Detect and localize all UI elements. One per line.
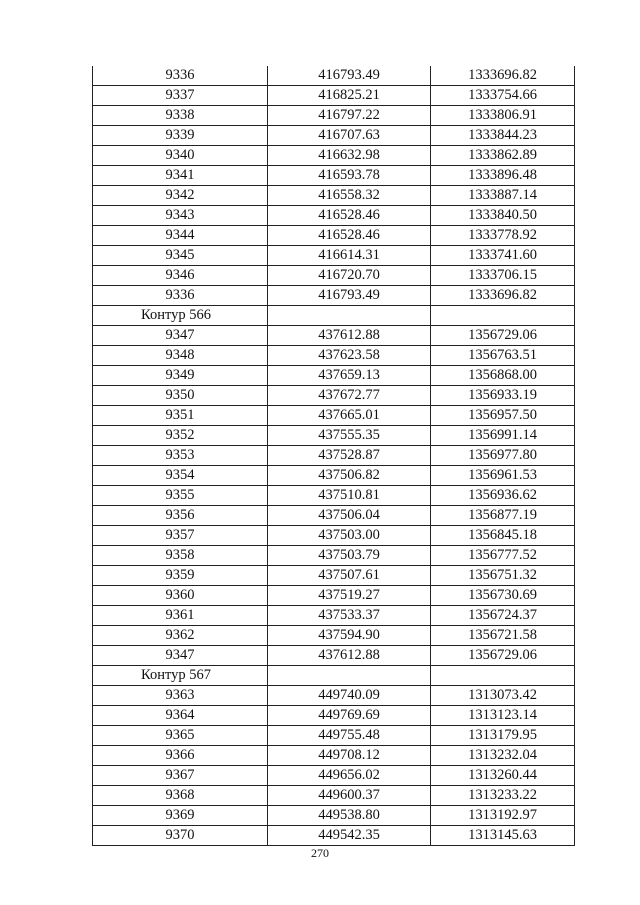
point-number-cell: 9343 xyxy=(93,206,268,226)
point-number-cell: 9347 xyxy=(93,646,268,666)
point-number-cell: 9338 xyxy=(93,106,268,126)
table-row xyxy=(93,486,575,506)
empty-cell xyxy=(431,306,575,326)
y-coordinate-cell: 1313179.95 xyxy=(431,726,575,746)
x-coordinate-cell: 437594.90 xyxy=(268,626,431,646)
empty-cell xyxy=(268,666,431,686)
coordinates-table-body xyxy=(93,66,575,846)
y-coordinate-cell: 1333862.89 xyxy=(431,146,575,166)
x-coordinate-cell: 437507.61 xyxy=(268,566,431,586)
y-coordinate-cell: 1313260.44 xyxy=(431,766,575,786)
x-coordinate-cell: 416793.49 xyxy=(268,286,431,306)
x-coordinate-cell: 449769.69 xyxy=(268,706,431,726)
x-coordinate-cell: 416632.98 xyxy=(268,146,431,166)
x-coordinate-cell: 416614.31 xyxy=(268,246,431,266)
point-number-cell: 9336 xyxy=(93,66,268,86)
point-number-cell: 9359 xyxy=(93,566,268,586)
point-number-cell: 9339 xyxy=(93,126,268,146)
table-row xyxy=(93,506,575,526)
x-coordinate-cell: 416528.46 xyxy=(268,206,431,226)
x-coordinate-cell: 416797.22 xyxy=(268,106,431,126)
table-row xyxy=(93,646,575,666)
point-number-cell: 9367 xyxy=(93,766,268,786)
x-coordinate-cell: 437533.37 xyxy=(268,606,431,626)
table-row xyxy=(93,66,575,86)
point-number-cell: 9363 xyxy=(93,686,268,706)
x-coordinate-cell: 449708.12 xyxy=(268,746,431,766)
table-row xyxy=(93,126,575,146)
x-coordinate-cell: 437612.88 xyxy=(268,326,431,346)
point-number-cell: 9355 xyxy=(93,486,268,506)
y-coordinate-cell: 1356777.52 xyxy=(431,546,575,566)
y-coordinate-cell: 1356933.19 xyxy=(431,386,575,406)
table-row xyxy=(93,806,575,826)
y-coordinate-cell: 1356721.58 xyxy=(431,626,575,646)
point-number-cell: 9345 xyxy=(93,246,268,266)
table-row xyxy=(93,606,575,626)
x-coordinate-cell: 437672.77 xyxy=(268,386,431,406)
point-number-cell: 9357 xyxy=(93,526,268,546)
table-row xyxy=(93,166,575,186)
y-coordinate-cell: 1356729.06 xyxy=(431,326,575,346)
x-coordinate-cell: 416825.21 xyxy=(268,86,431,106)
point-number-cell: 9340 xyxy=(93,146,268,166)
y-coordinate-cell: 1356729.06 xyxy=(431,646,575,666)
y-coordinate-cell: 1313192.97 xyxy=(431,806,575,826)
point-number-cell: 9364 xyxy=(93,706,268,726)
y-coordinate-cell: 1356730.69 xyxy=(431,586,575,606)
y-coordinate-cell: 1333741.60 xyxy=(431,246,575,266)
point-number-cell: 9337 xyxy=(93,86,268,106)
y-coordinate-cell: 1356724.37 xyxy=(431,606,575,626)
table-row xyxy=(93,566,575,586)
x-coordinate-cell: 437503.00 xyxy=(268,526,431,546)
point-number-cell: 9366 xyxy=(93,746,268,766)
y-coordinate-cell: 1333806.91 xyxy=(431,106,575,126)
point-number-cell: 9370 xyxy=(93,826,268,846)
point-number-cell: 9346 xyxy=(93,266,268,286)
table-row xyxy=(93,386,575,406)
table-row xyxy=(93,266,575,286)
table-row xyxy=(93,406,575,426)
table-row xyxy=(93,686,575,706)
x-coordinate-cell: 416793.49 xyxy=(268,66,431,86)
table-row xyxy=(93,426,575,446)
table-row xyxy=(93,146,575,166)
empty-cell xyxy=(268,306,431,326)
point-number-cell: 9349 xyxy=(93,366,268,386)
table-row xyxy=(93,466,575,486)
x-coordinate-cell: 449755.48 xyxy=(268,726,431,746)
table-row xyxy=(93,206,575,226)
empty-cell xyxy=(431,666,575,686)
x-coordinate-cell: 416558.32 xyxy=(268,186,431,206)
y-coordinate-cell: 1333887.14 xyxy=(431,186,575,206)
point-number-cell: 9368 xyxy=(93,786,268,806)
x-coordinate-cell: 449600.37 xyxy=(268,786,431,806)
table-row xyxy=(93,786,575,806)
table-row xyxy=(93,186,575,206)
y-coordinate-cell: 1333844.23 xyxy=(431,126,575,146)
point-number-cell: 9342 xyxy=(93,186,268,206)
point-number-cell: 9344 xyxy=(93,226,268,246)
y-coordinate-cell: 1356751.32 xyxy=(431,566,575,586)
y-coordinate-cell: 1333896.48 xyxy=(431,166,575,186)
y-coordinate-cell: 1333754.66 xyxy=(431,86,575,106)
contour-label: Контур 566 xyxy=(93,306,268,326)
point-number-cell: 9361 xyxy=(93,606,268,626)
y-coordinate-cell: 1356977.80 xyxy=(431,446,575,466)
x-coordinate-cell: 437519.27 xyxy=(268,586,431,606)
x-coordinate-cell: 416707.63 xyxy=(268,126,431,146)
point-number-cell: 9365 xyxy=(93,726,268,746)
point-number-cell: 9354 xyxy=(93,466,268,486)
y-coordinate-cell: 1313123.14 xyxy=(431,706,575,726)
x-coordinate-cell: 416720.70 xyxy=(268,266,431,286)
page-number: 270 xyxy=(311,846,329,860)
y-coordinate-cell: 1356877.19 xyxy=(431,506,575,526)
contour-header-row xyxy=(93,666,575,686)
point-number-cell: 9341 xyxy=(93,166,268,186)
x-coordinate-cell: 437506.82 xyxy=(268,466,431,486)
point-number-cell: 9347 xyxy=(93,326,268,346)
y-coordinate-cell: 1313145.63 xyxy=(431,826,575,846)
x-coordinate-cell: 437612.88 xyxy=(268,646,431,666)
coordinates-table xyxy=(92,66,575,846)
y-coordinate-cell: 1333696.82 xyxy=(431,286,575,306)
y-coordinate-cell: 1333706.15 xyxy=(431,266,575,286)
x-coordinate-cell: 437528.87 xyxy=(268,446,431,466)
table-row xyxy=(93,286,575,306)
y-coordinate-cell: 1356957.50 xyxy=(431,406,575,426)
point-number-cell: 9353 xyxy=(93,446,268,466)
table-row xyxy=(93,546,575,566)
x-coordinate-cell: 437506.04 xyxy=(268,506,431,526)
y-coordinate-cell: 1356961.53 xyxy=(431,466,575,486)
coordinates-document xyxy=(92,66,574,846)
x-coordinate-cell: 437510.81 xyxy=(268,486,431,506)
y-coordinate-cell: 1356845.18 xyxy=(431,526,575,546)
y-coordinate-cell: 1356936.62 xyxy=(431,486,575,506)
point-number-cell: 9358 xyxy=(93,546,268,566)
point-number-cell: 9350 xyxy=(93,386,268,406)
x-coordinate-cell: 416593.78 xyxy=(268,166,431,186)
y-coordinate-cell: 1356991.14 xyxy=(431,426,575,446)
point-number-cell: 9351 xyxy=(93,406,268,426)
table-row xyxy=(93,526,575,546)
point-number-cell: 9360 xyxy=(93,586,268,606)
y-coordinate-cell: 1333696.82 xyxy=(431,66,575,86)
x-coordinate-cell: 437503.79 xyxy=(268,546,431,566)
table-row xyxy=(93,726,575,746)
y-coordinate-cell: 1333778.92 xyxy=(431,226,575,246)
table-row xyxy=(93,746,575,766)
table-row xyxy=(93,346,575,366)
table-row xyxy=(93,706,575,726)
table-row xyxy=(93,446,575,466)
point-number-cell: 9352 xyxy=(93,426,268,446)
y-coordinate-cell: 1313233.22 xyxy=(431,786,575,806)
y-coordinate-cell: 1356763.51 xyxy=(431,346,575,366)
table-row xyxy=(93,626,575,646)
x-coordinate-cell: 437659.13 xyxy=(268,366,431,386)
table-row xyxy=(93,326,575,346)
y-coordinate-cell: 1356868.00 xyxy=(431,366,575,386)
x-coordinate-cell: 449538.80 xyxy=(268,806,431,826)
point-number-cell: 9369 xyxy=(93,806,268,826)
contour-header-row xyxy=(93,306,575,326)
table-row xyxy=(93,366,575,386)
table-row xyxy=(93,826,575,846)
point-number-cell: 9336 xyxy=(93,286,268,306)
table-row xyxy=(93,766,575,786)
point-number-cell: 9356 xyxy=(93,506,268,526)
contour-label: Контур 567 xyxy=(93,666,268,686)
table-row xyxy=(93,106,575,126)
point-number-cell: 9348 xyxy=(93,346,268,366)
point-number-cell: 9362 xyxy=(93,626,268,646)
y-coordinate-cell: 1313232.04 xyxy=(431,746,575,766)
x-coordinate-cell: 416528.46 xyxy=(268,226,431,246)
x-coordinate-cell: 437555.35 xyxy=(268,426,431,446)
table-row xyxy=(93,586,575,606)
table-row xyxy=(93,226,575,246)
x-coordinate-cell: 449542.35 xyxy=(268,826,431,846)
table-row xyxy=(93,246,575,266)
table-row xyxy=(93,86,575,106)
x-coordinate-cell: 437665.01 xyxy=(268,406,431,426)
y-coordinate-cell: 1313073.42 xyxy=(431,686,575,706)
x-coordinate-cell: 437623.58 xyxy=(268,346,431,366)
x-coordinate-cell: 449740.09 xyxy=(268,686,431,706)
y-coordinate-cell: 1333840.50 xyxy=(431,206,575,226)
x-coordinate-cell: 449656.02 xyxy=(268,766,431,786)
